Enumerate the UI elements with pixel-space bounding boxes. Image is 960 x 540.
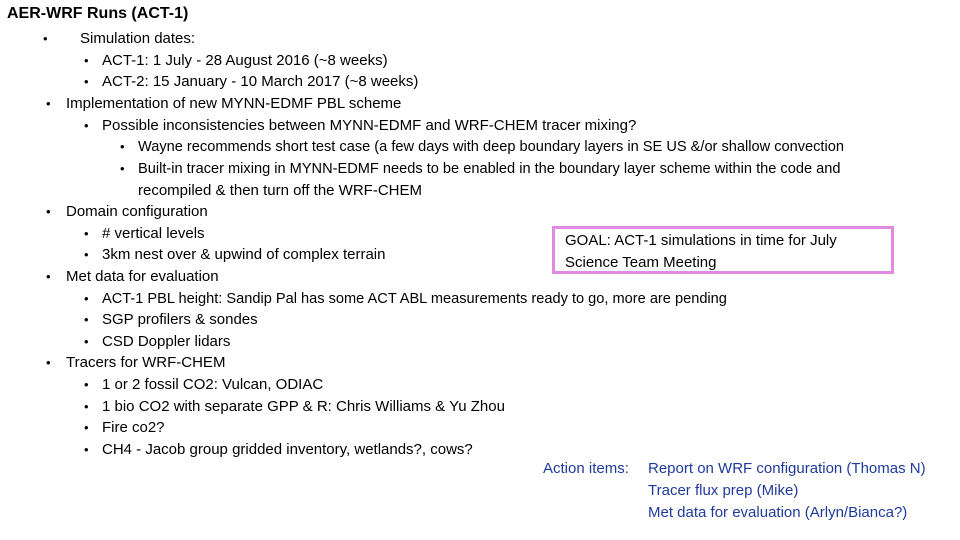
bullet-marker: •: [84, 291, 89, 306]
goal-callout-box: [552, 226, 894, 274]
bullet-text: Met data for evaluation: [66, 268, 219, 285]
bullet-text: CH4 - Jacob group gridded inventory, wetlands?, cows?: [102, 441, 473, 458]
bullet-marker: •: [84, 334, 89, 349]
bullet-text: 1 or 2 fossil CO2: Vulcan, ODIAC: [102, 376, 324, 393]
bullet-text: 3km nest over & upwind of complex terrain: [102, 246, 386, 263]
bullet-marker: •: [46, 204, 51, 219]
action-item: Tracer flux prep (Mike): [648, 482, 799, 499]
bullet-text: # vertical levels: [102, 225, 205, 242]
bullet-marker: •: [84, 226, 89, 241]
bullet-marker: •: [84, 118, 89, 133]
bullet-text: ACT-1: 1 July - 28 August 2016 (~8 weeks): [102, 52, 388, 69]
bullet-marker: •: [84, 442, 89, 457]
bullet-text: Possible inconsistencies between MYNN-EDMF and WRF-CHEM tracer mixing?: [102, 117, 637, 134]
bullet-marker: •: [46, 96, 51, 111]
bullet-marker: •: [120, 139, 125, 154]
goal-line-1: GOAL: ACT-1 simulations in time for July: [565, 232, 837, 249]
bullet-text: Domain configuration: [66, 203, 208, 220]
bullet-text: Fire co2?: [102, 419, 165, 436]
bullet-marker: •: [84, 420, 89, 435]
bullet-text: Implementation of new MYNN-EDMF PBL scheme: [66, 95, 402, 112]
bullet-text: Wayne recommends short test case (a few days with deep boundary layers in SE US &/or shallow convection: [138, 139, 844, 155]
goal-line-2: Science Team Meeting: [565, 254, 717, 271]
action-item: Met data for evaluation (Arlyn/Bianca?): [648, 504, 908, 521]
bullet-text: ACT-2: 15 January - 10 March 2017 (~8 weeks): [102, 73, 419, 90]
bullet-text: Simulation dates:: [80, 30, 196, 47]
bullet-text-continuation: recompiled & then turn off the WRF-CHEM: [138, 182, 422, 199]
action-item: Report on WRF configuration (Thomas N): [648, 460, 926, 477]
bullet-marker: •: [120, 161, 125, 176]
bullet-text: 1 bio CO2 with separate GPP & R: Chris Williams & Yu Zhou: [102, 398, 505, 415]
bullet-marker: •: [84, 399, 89, 414]
bullet-text: Tracers for WRF-CHEM: [66, 354, 226, 371]
bullet-marker: •: [84, 247, 89, 262]
bullet-marker: •: [84, 377, 89, 392]
slide-title: AER-WRF Runs (ACT-1): [7, 5, 189, 22]
bullet-marker: •: [84, 312, 89, 327]
bullet-marker: •: [43, 31, 48, 46]
bullet-marker: •: [46, 269, 51, 284]
bullet-text: ACT-1 PBL height: Sandip Pal has some ACT ABL measurements ready to go, more are pending: [102, 291, 727, 307]
action-items-label: Action items:: [543, 460, 629, 477]
bullet-text: CSD Doppler lidars: [102, 333, 231, 350]
bullet-marker: •: [84, 74, 89, 89]
bullet-text: Built-in tracer mixing in MYNN-EDMF needs to be enabled in the boundary layer scheme within the code and: [138, 161, 841, 177]
bullet-text: SGP profilers & sondes: [102, 311, 258, 328]
bullet-marker: •: [46, 355, 51, 370]
bullet-marker: •: [84, 53, 89, 68]
